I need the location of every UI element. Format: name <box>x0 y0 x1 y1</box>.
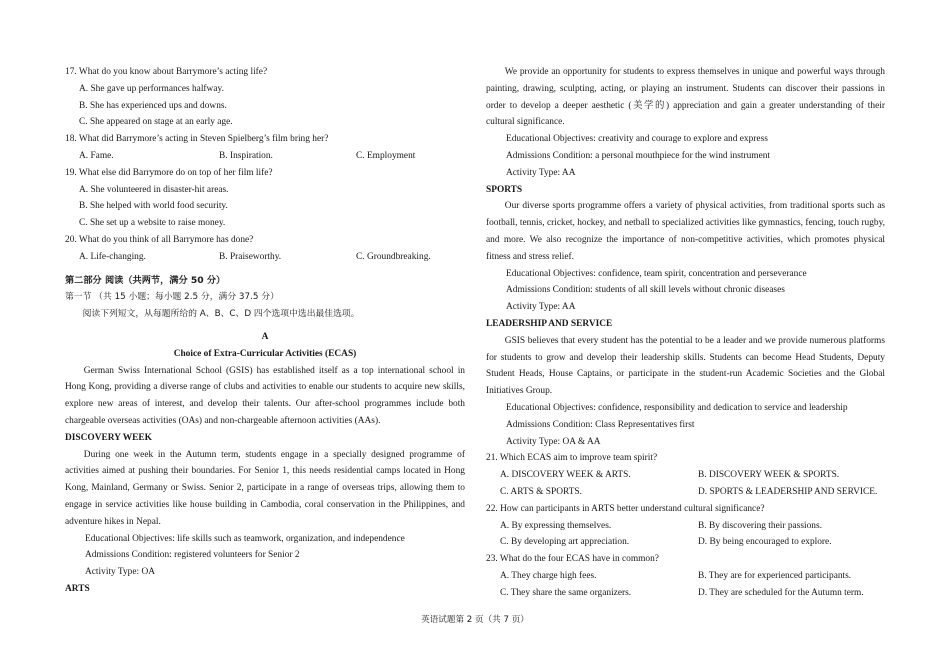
question-23-stem: 23. What do the four ECAS have in common? <box>486 554 659 565</box>
question-17-option-a: A. She gave up performances halfway. <box>79 83 224 94</box>
question-22-stem: 22. How can participants in ARTS better understand cultural significance? <box>486 503 765 514</box>
question-17-option-b: B. She has experienced ups and downs. <box>79 100 227 111</box>
question-19-stem: 19. What else did Barrymore do on top of her film life? <box>65 167 273 178</box>
arts-body: We provide an opportunity for students to express themselves in unique and powerful ways through painting, drawing, sculpting, acting, or playing an instrument. Students can discover their passions in order to develop a deeper aesthetic (美学的) appreciation and gain a greater understanding of their cultural significance. <box>486 67 885 128</box>
discovery-week-heading: DISCOVERY WEEK <box>65 432 152 443</box>
reading-instruction: 阅读下列短文，从每题所给的 A、B、C、D 四个选项中选出最佳选项。 <box>82 309 360 320</box>
leadership-type: Activity Type: OA & AA <box>506 436 601 447</box>
question-23-option-c: C. They share the same organizers. <box>500 587 632 598</box>
leadership-heading: LEADERSHIP AND SERVICE <box>486 318 613 329</box>
question-21-option-a: A. DISCOVERY WEEK & ARTS. <box>500 470 631 481</box>
arts-objectives: Educational Objectives: creativity and courage to explore and express <box>506 134 768 145</box>
discovery-week-type: Activity Type: OA <box>85 567 155 578</box>
question-22-option-d: D. By being encouraged to explore. <box>698 537 832 548</box>
sports-objectives: Educational Objectives: confidence, team spirit, concentration and perseverance <box>506 268 807 279</box>
question-20-stem: 20. What do you think of all Barrymore has done? <box>65 234 254 245</box>
question-23-option-a: A. They charge high fees. <box>500 570 597 581</box>
sports-heading: SPORTS <box>486 184 523 195</box>
arts-heading: ARTS <box>65 583 90 594</box>
section-one-heading: 第一节 （共 15 小题；每小题 2.5 分，满分 37.5 分） <box>65 292 279 303</box>
question-21-options-ab <box>486 467 885 484</box>
passage-letter: A <box>261 331 269 342</box>
question-21-option-d: D. SPORTS & LEADERSHIP AND SERVICE. <box>698 486 878 497</box>
question-18-option-a: A. Fame. <box>79 150 114 161</box>
question-22-option-a: A. By expressing themselves. <box>500 520 612 531</box>
leadership-objectives: Educational Objectives: confidence, responsibility and dedication to service and leadership <box>506 402 848 413</box>
question-18-stem: 18. What did Barrymore’s acting in Steven Spielberg’s film bring her? <box>65 134 329 145</box>
sports-body: Our diverse sports programme offers a variety of physical activities, from traditional sports such as football, tennis, cricket, hockey, and netball to specialized activities like gymnastics, fencing, touch rugby, and more. We also recognize the importance of non-competitive activities, which promotes physical fitness and stress relief. <box>486 201 885 262</box>
part-two-heading: 第二部分 阅读（共两节，满分 50 分） <box>65 274 226 286</box>
question-20-options <box>65 249 465 266</box>
question-22-options-cd <box>486 534 885 551</box>
question-18-options <box>65 148 465 165</box>
question-19-option-a: A. She volunteered in disaster-hit areas. <box>79 184 229 195</box>
discovery-week-body: During one week in the Autumn term, students engage in a specially designed programme of activities aimed at pushing their boundaries. For Senior 1, this needs residential camps located in Hong Kong, Mainland, Germany or Swiss. Senior 2, participate in a range of overseas trips, allowing them to engage in service activities like house building in Cambodia, coral conservation in the Philippines, and adventure hikes in Nepal. <box>65 449 465 527</box>
sports-admissions: Admissions Condition: students of all skill levels without chronic diseases <box>506 285 785 296</box>
passage-title: Choice of Extra-Curricular Activities (ECAS) <box>173 348 357 359</box>
question-22-option-c: C. By developing art appreciation. <box>500 537 630 548</box>
question-22-options-ab <box>486 518 885 535</box>
question-20-option-c: C. Groundbreaking. <box>356 251 431 262</box>
question-19-option-c: C. She set up a website to raise money. <box>79 218 226 229</box>
left-column <box>65 64 465 598</box>
question-17-stem: 17. What do you know about Barrymore’s acting life? <box>65 67 268 77</box>
passage-intro: German Swiss International School (GSIS) has established itself as a top international school in Hong Kong, providing a diverse range of clubs and activities to enable our students to acquire new skills, explore new areas of interest, and develop their talents. Our after-school programmes include both chargeable overseas activities (OAs) and non-chargeable afternoon activities (AAs). <box>65 365 465 426</box>
question-23-option-b: B. They are for experienced participants. <box>698 570 852 581</box>
leadership-admissions: Admissions Condition: Class Representatives first <box>506 419 695 430</box>
leadership-body: GSIS believes that every student has the potential to be a leader and we provide numerous platforms for students to grow and develop their leadership skills. Students can become Head Students, Deputy Student Heads, House Captains, or participate in the student-run Academic Societies and the Global Initiatives Group. <box>486 335 885 397</box>
arts-admissions: Admissions Condition: a personal mouthpiece for the wind instrument <box>506 150 771 161</box>
question-19-option-b: B. She helped with world food security. <box>79 201 228 212</box>
question-23-options-ab <box>486 568 885 585</box>
question-21-options-cd <box>486 484 885 501</box>
question-21-stem: 21. Which ECAS aim to improve team spirit? <box>486 453 658 464</box>
question-20-option-a: A. Life-changing. <box>79 251 146 262</box>
question-21-option-b: B. DISCOVERY WEEK & SPORTS. <box>698 470 840 481</box>
question-22-option-b: B. By discovering their passions. <box>698 520 822 531</box>
sports-type: Activity Type: AA <box>506 302 576 313</box>
question-21-option-c: C. ARTS & SPORTS. <box>500 486 582 497</box>
question-23-options-cd <box>486 585 885 602</box>
page-footer: 英语试题第 2 页（共 7 页） <box>421 615 529 625</box>
question-20-option-b: B. Praiseworthy. <box>219 251 282 262</box>
arts-type: Activity Type: AA <box>506 167 576 178</box>
question-23-option-d: D. They are scheduled for the Autumn term. <box>698 587 864 598</box>
question-18-option-b: B. Inspiration. <box>219 150 273 161</box>
discovery-week-admissions: Admissions Condition: registered volunteers for Senior 2 <box>85 550 300 561</box>
question-17-option-c: C. She appeared on stage at an early age. <box>79 117 233 128</box>
question-18-option-c: C. Employment <box>356 150 416 161</box>
right-column <box>486 64 885 602</box>
discovery-week-objectives: Educational Objectives: life skills such as teamwork, organization, and independence <box>85 533 405 544</box>
